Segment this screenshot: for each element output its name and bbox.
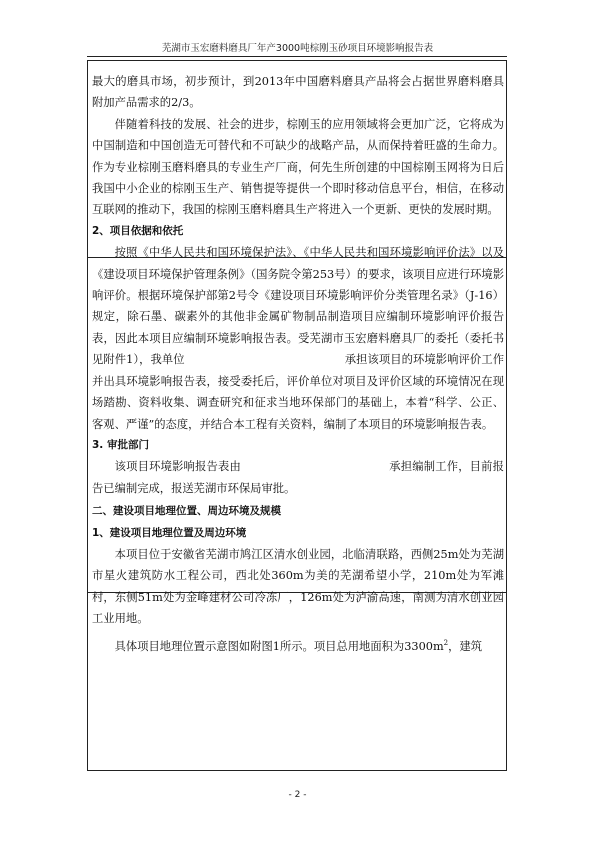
paragraph-basis-text: 按照《中华人民共和国环境保护法》、《中华人民共和国环境影响评价法》以及《建设项目环境保护管理条例》（国务院令第253号）的要求，该项目应进行环境影响评价。根据环境保护部第2号令《建设项目环境影响评价分类管理名录》（J-16）规定，除石墨、碳素外的其他非金属矿物制品制造项目应编制环境影响评价报告表，因此本项目应编制环境影响报告表。受芜湖市玉宏磨料磨具厂的委托（委托书见附件1），我单位 xyxy=(92,246,504,367)
page-header: 芜湖市玉宏磨料磨具厂年产3000吨棕刚玉砂项目环境影响报告表 xyxy=(161,43,434,54)
paragraph-location: 本项目位于安徽省芜湖市鸠江区清水创业园，北临清联路，西侧25m处为芜湖市星火建筑防水工程公司，西北处360m为美的芜湖希望小学，210m处为军滩村，东侧51m处为金峰建材公司冷冻厂，126m处为泸渝高速，南测为清水创业园工业用地。 xyxy=(92,547,504,626)
paragraph-basis-tail: 承担该项目的环境影响评价工作并出具环境影响报告表，接受委托后，评价单位对项目及评价区域的环境情况在现场踏勘、资料收集、调查研究和征求当地环保部门的基础上，本着“科学、公正、客观、严谨”的态度，并结合本工程有关资料，编制了本项目的环境影响报告表。 xyxy=(92,353,504,431)
paragraph-market: 最大的磨具市场，初步预计，到2013年中国磨料磨具产品将会占据世界磨料磨具附加产品需求的2/3。 xyxy=(92,75,504,110)
body-text xyxy=(92,71,504,657)
paragraph-basis xyxy=(92,242,504,435)
paragraph-site-map xyxy=(92,636,504,657)
table-row-divider xyxy=(87,257,507,258)
paragraph-development: 伴随着科技的发展、社会的进步，棕刚玉的应用领域将会更加广泛，它将成为中国制造和中国创造无可替代和不可缺少的战略产品，从而保持着旺盛的生命力。作为专业棕刚玉磨料磨具的专业生产厂商，何先生所创建的中国棕刚玉网将为日后我国中小企业的棕刚玉生产、销售提等提供一个即时移动信息平台，相信，在移动互联网的推动下，我国的棕刚玉磨料磨具生产将进入一个更新、更快的发展时期。 xyxy=(92,117,504,217)
paragraph-site-map-b: ，建筑 xyxy=(448,639,483,653)
page-number: - 2 - xyxy=(288,790,307,800)
table-row-divider xyxy=(87,592,507,593)
header-rule xyxy=(87,56,507,57)
paragraph-approval xyxy=(92,456,504,499)
section-heading-location: 二、建设项目地理位置、周边环境及规模 xyxy=(92,505,281,518)
superscript-2: 2 xyxy=(443,638,449,647)
section-heading-basis: 2、项目依据和依托 xyxy=(92,224,184,237)
paragraph-site-map-a: 具体项目地理位置示意图如附图1所示。项目总用地面积为3300m xyxy=(114,639,444,653)
paragraph-approval-b: 承担编制工作，目前报告已编制完成，报送芜湖市环保局审批。 xyxy=(92,460,504,495)
section-heading-approval: 3. 审批部门 xyxy=(92,438,149,451)
paragraph-approval-a: 该项目环境影响报告表由 xyxy=(114,460,242,474)
subsection-heading-location: 1、建设项目地理位置及周边环境 xyxy=(92,526,247,539)
